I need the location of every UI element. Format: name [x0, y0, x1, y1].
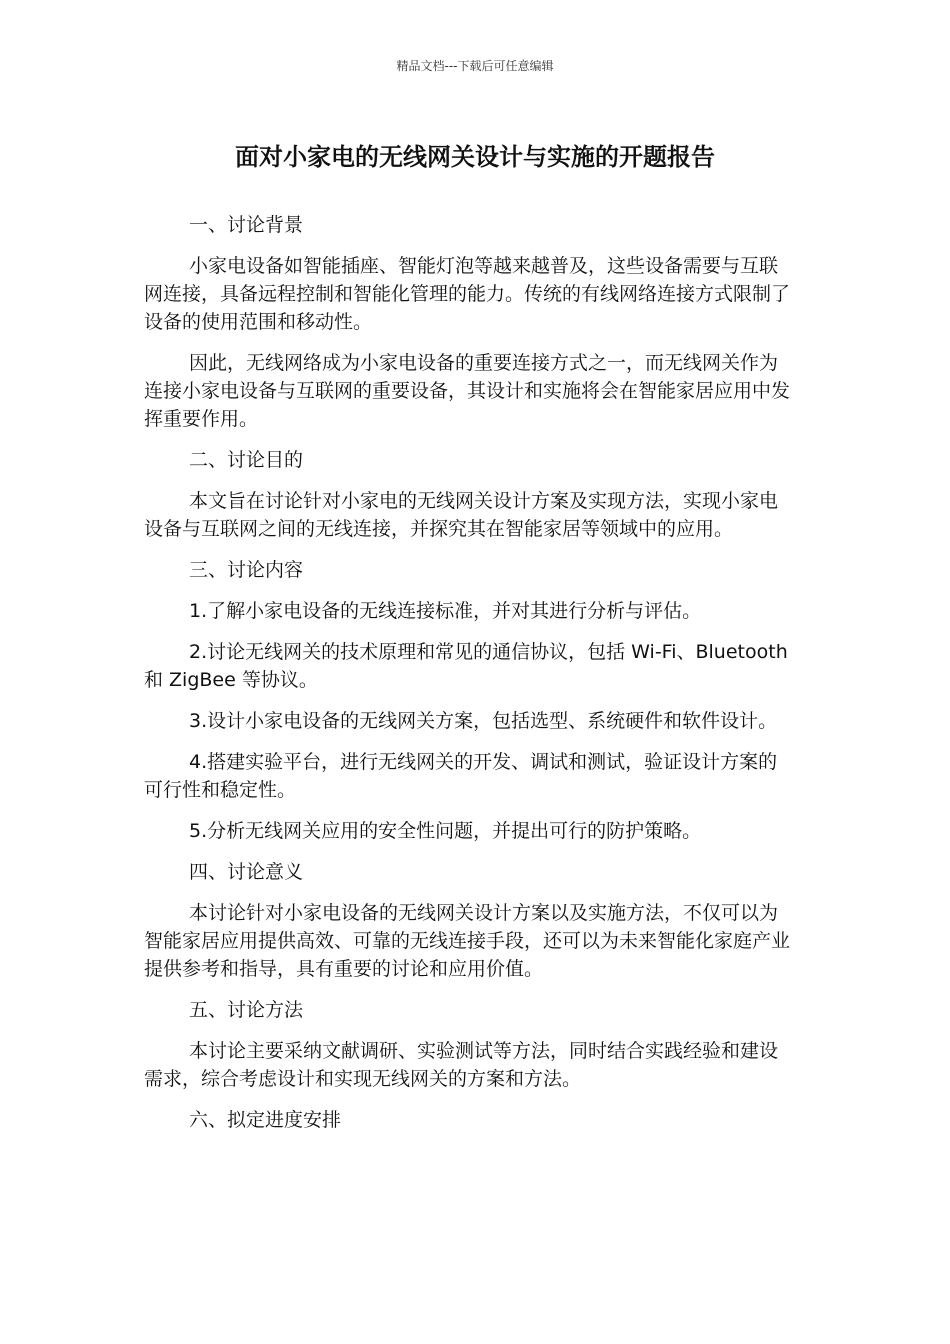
section-heading-purpose: 二、讨论目的	[189, 449, 304, 471]
paragraph-background-2: 因此，无线网络成为小家电设备的重要连接方式之一，而无线网关作为连接小家电设备与互联网的重要设备，其设计和实施将会在智能家居应用中发挥重要作用。	[144, 352, 791, 430]
document-title: 面对小家电的无线网关设计与实施的开题报告	[235, 143, 715, 171]
paragraph-background-1: 小家电设备如智能插座、智能灯泡等越来越普及，这些设备需要与互联网连接，具备远程控制和智能化管理的能力。传统的有线网络连接方式限制了设备的使用范围和移动性。	[144, 255, 791, 333]
section-heading-significance: 四、讨论意义	[189, 861, 304, 883]
content-item-1: 1.了解小家电设备的无线连接标准，并对其进行分析与评估。	[189, 600, 702, 622]
paragraph-purpose: 本文旨在讨论针对小家电的无线网关设计方案及实现方法，实现小家电设备与互联网之间的无线连接，并探究其在智能家居等领域中的应用。	[144, 490, 779, 540]
header-note: 精品文档---下载后可任意编辑	[396, 59, 554, 73]
paragraph-method: 本讨论主要采纳文献调研、实验测试等方法，同时结合实践经验和建设需求，综合考虑设计和实现无线网关的方案和方法。	[144, 1040, 779, 1090]
section-heading-content: 三、讨论内容	[189, 559, 304, 581]
paragraph-significance: 本讨论针对小家电设备的无线网关设计方案以及实施方法，不仅可以为智能家居应用提供高效、可靠的无线连接手段，还可以为未来智能化家庭产业提供参考和指导，具有重要的讨论和应用价值。	[144, 902, 791, 980]
section-heading-method: 五、讨论方法	[189, 999, 304, 1021]
content-item-3: 3.设计小家电设备的无线网关方案，包括选型、系统硬件和软件设计。	[189, 710, 778, 732]
document-body	[144, 211, 794, 1147]
section-heading-background: 一、讨论背景	[189, 214, 304, 236]
content-item-2: 2.讨论无线网关的技术原理和常见的通信协议，包括 Wi-Fi、Bluetooth 和 ZigBee 等协议。	[144, 641, 788, 691]
section-heading-schedule: 六、拟定进度安排	[189, 1109, 342, 1131]
content-item-5: 5.分析无线网关应用的安全性问题，并提出可行的防护策略。	[189, 820, 702, 842]
content-item-4: 4.搭建实验平台，进行无线网关的开发、调试和测试，验证设计方案的可行性和稳定性。	[144, 751, 778, 801]
